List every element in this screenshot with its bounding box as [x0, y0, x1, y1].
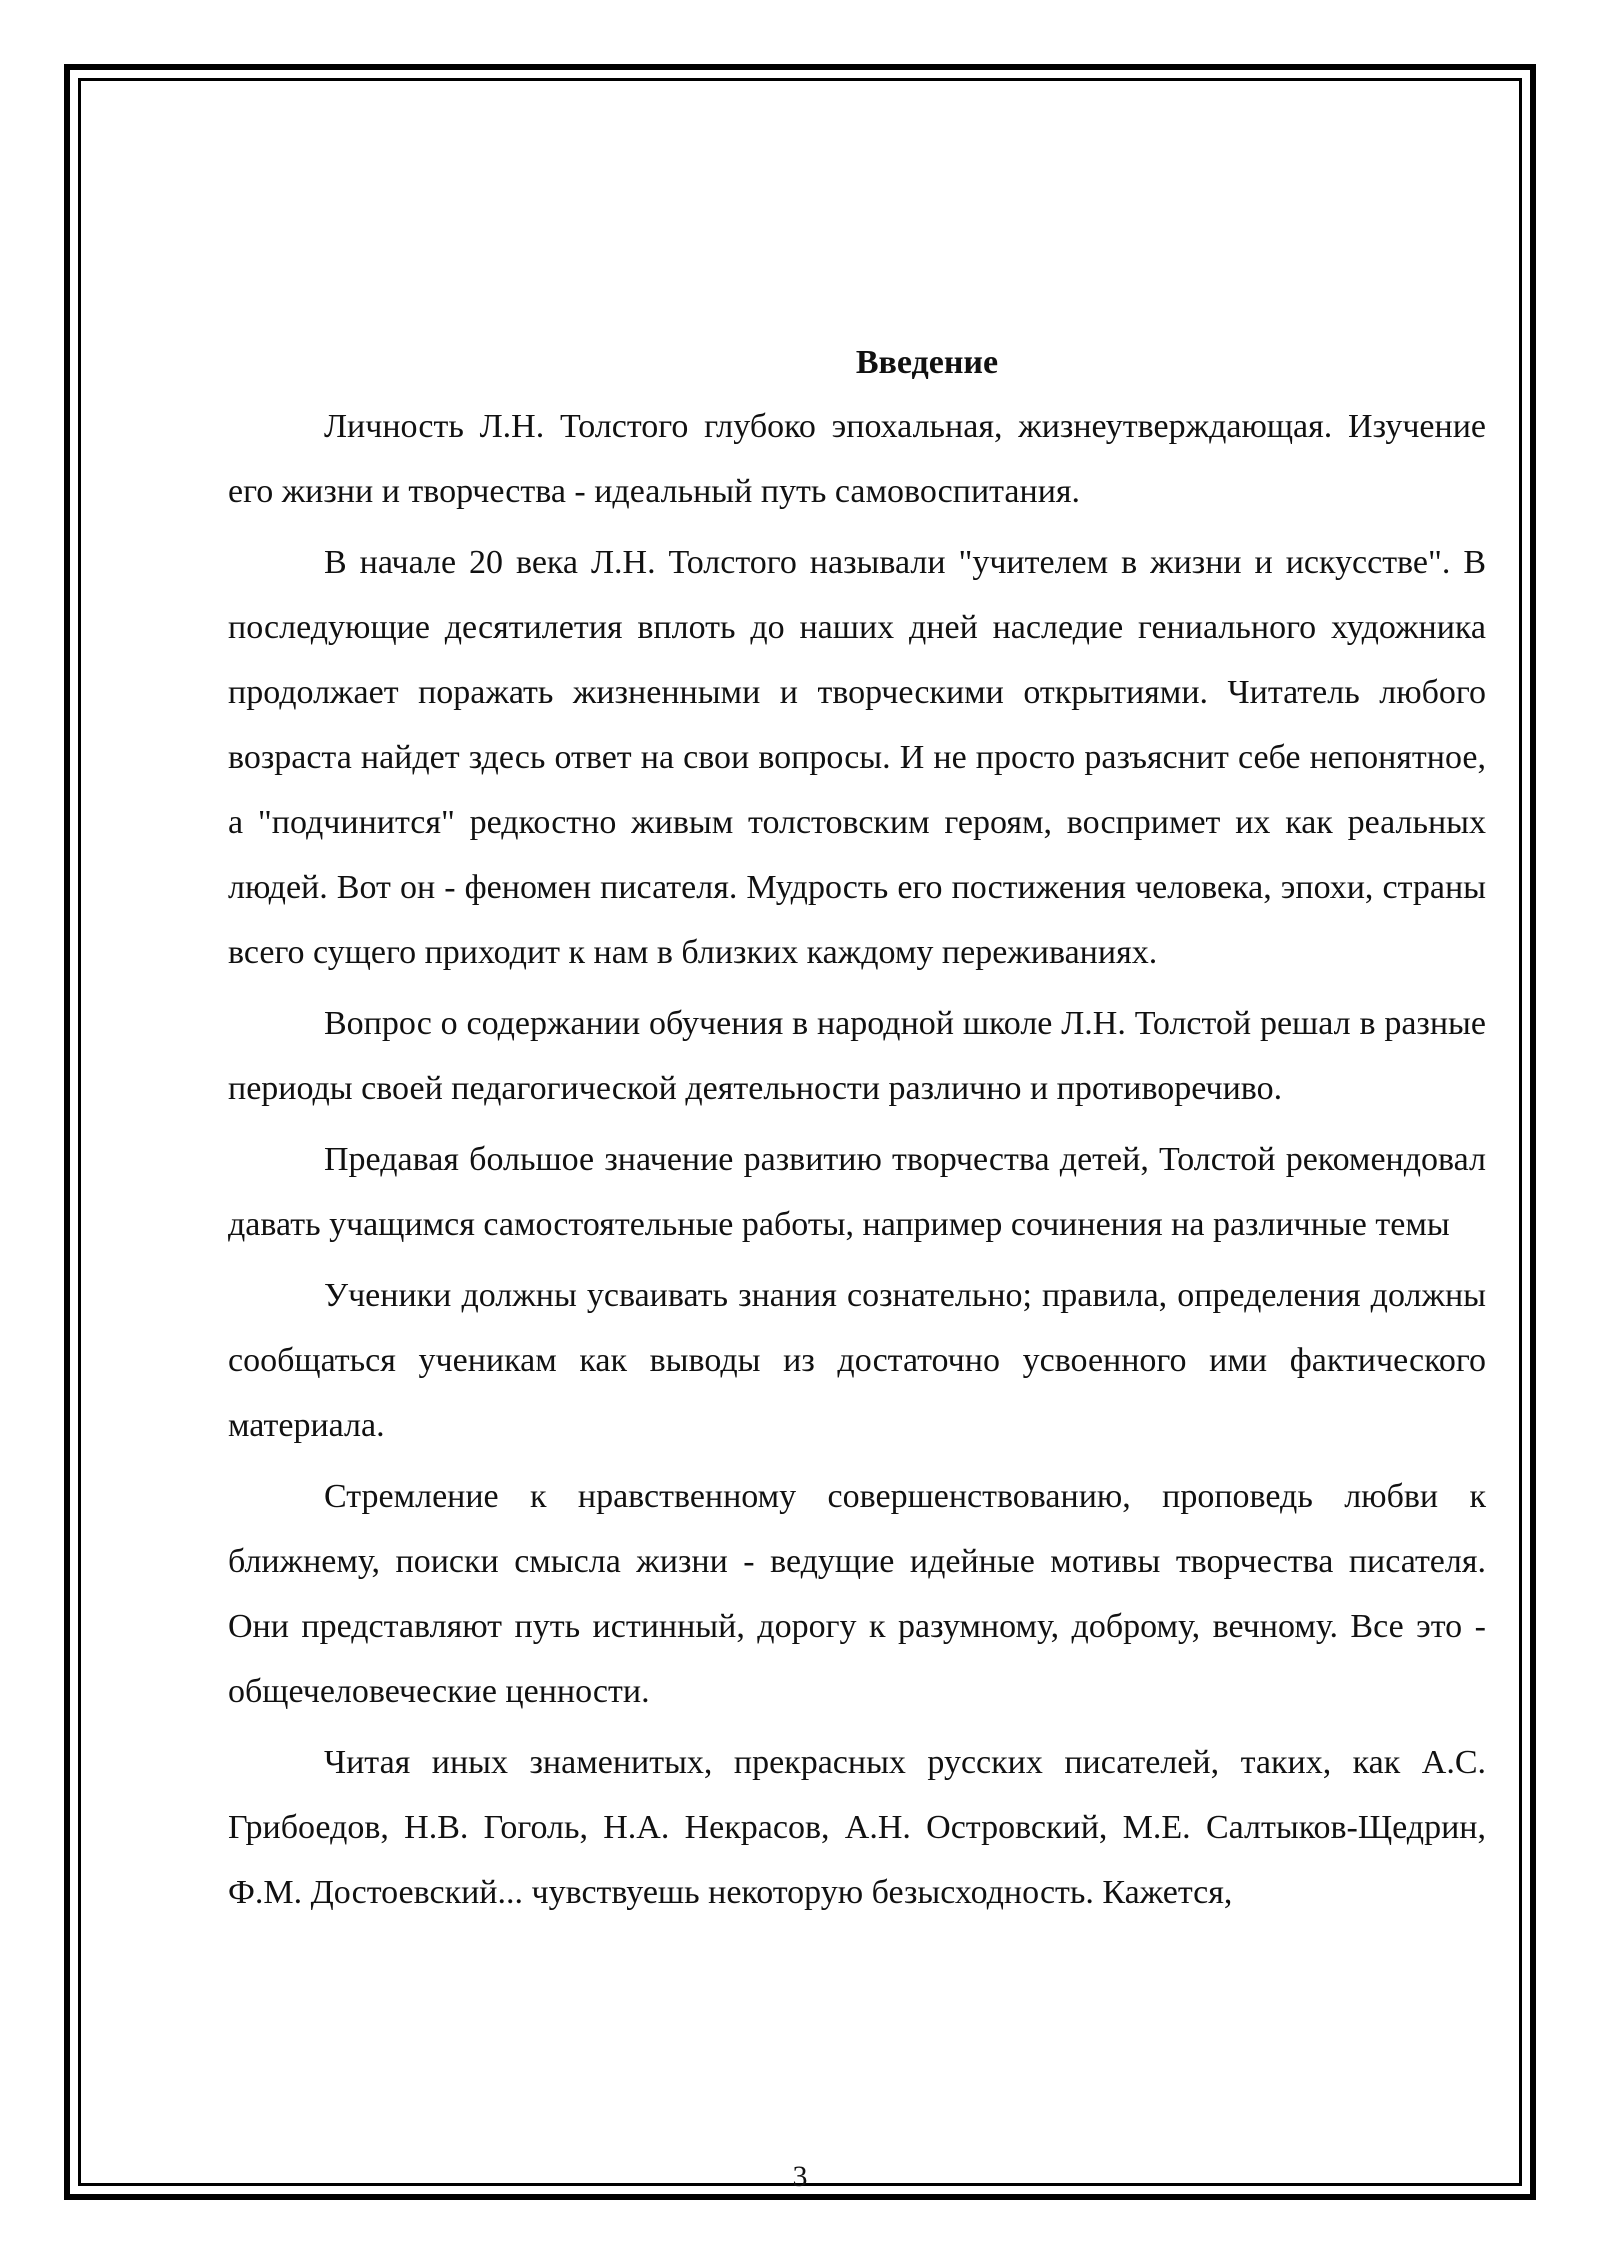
section-heading: Введение	[855, 344, 999, 381]
paragraph-2: В начале 20 века Л.Н. Толстого называли "учителем в жизни и искусстве". В последующие десятилетия вплоть до наших дней наследие гениального художника продолжает поражать жизненными и творческими открытиями. Читатель любого возраста найдет здесь ответ на свои вопросы. И не просто разъяснит себе непонятное, а "подчинится" редкостно живым толстовским героям, воспримет их как реальных людей. Вот он - феномен писателя. Мудрость его постижения человека, эпохи, страны всего сущего приходит к нам в близких каждому переживаниях.	[228, 544, 1486, 971]
document-body	[228, 340, 1486, 1931]
paragraph-5: Ученики должны усваивать знания сознательно; правила, определения должны сообщаться ученикам как выводы из достаточно усвоенного ими фактического материала.	[228, 1277, 1486, 1444]
paragraph-1: Личность Л.Н. Толстого глубоко эпохальная, жизнеутверждающая. Изучение его жизни и творчества - идеальный путь самовоспитания.	[228, 408, 1486, 510]
page-number: 3	[792, 2160, 808, 2193]
paragraph-6: Стремление к нравственному совершенствованию, проповедь любви к ближнему, поиски смысла жизни - ведущие идейные мотивы творчества писателя. Они представляют путь истинный, дорогу к разумному, доброму, вечному. Все это - общечеловеческие ценности.	[228, 1478, 1486, 1710]
paragraph-7: Читая иных знаменитых, прекрасных русских писателей, таких, как А.С. Грибоедов, Н.В. Гоголь, Н.А. Некрасов, А.Н. Островский, М.Е. Салтыков-Щедрин, Ф.М. Достоевский... чувствуешь некоторую безысходность. Кажется,	[228, 1744, 1486, 1911]
paragraph-4: Предавая большое значение развитию творчества детей, Толстой рекомендовал давать учащимся самостоятельные работы, например сочинения на различные темы	[228, 1141, 1486, 1243]
paragraph-3: Вопрос о содержании обучения в народной школе Л.Н. Толстой решал в разные периоды своей педагогической деятельности различно и противоречиво.	[228, 1005, 1486, 1107]
